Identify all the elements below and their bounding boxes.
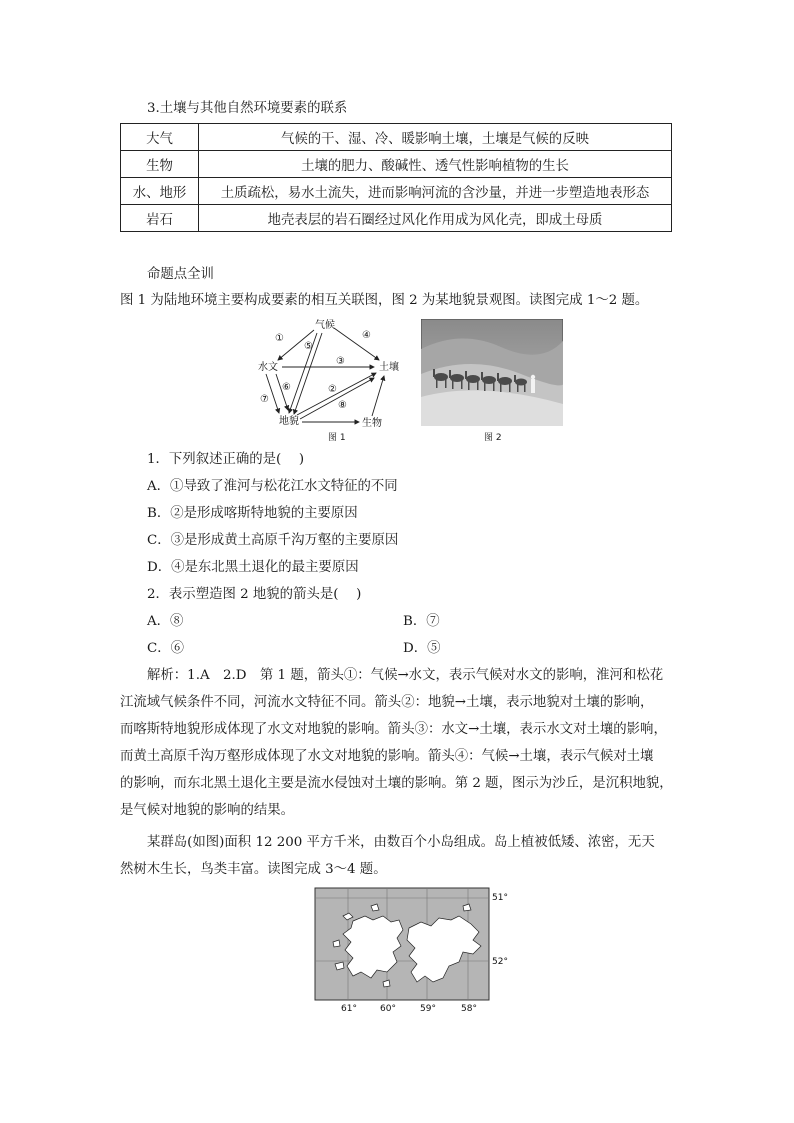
question-2-option-c: C．⑥ <box>147 641 185 656</box>
table-cell-value: 土壤的肥力、酸碱性、透气性影响植物的生长 <box>199 151 672 178</box>
practice-title: 命题点全训 <box>147 267 214 282</box>
table-cell-key: 生物 <box>121 151 199 178</box>
table-cell-key: 岩石 <box>121 205 199 232</box>
label-arrow-2: ② <box>328 384 337 395</box>
question-1-option-a: A．①导致了淮河与松花江水文特征的不同 <box>147 479 398 494</box>
analysis-line: 的影响，而东北黑土退化主要是流水侵蚀对土壤的影响。第 2 题，图示为沙丘，是沉积地貌， <box>120 776 673 791</box>
table-cell-value: 土质疏松，易水土流失，进而影响河流的含沙量，并进一步塑造地表形态 <box>199 178 672 205</box>
node-hydro: 水文 <box>258 362 278 373</box>
table-cell-key: 水、地形 <box>121 178 199 205</box>
figure-1-caption: 图 1 <box>328 433 346 443</box>
arrow-8 <box>300 378 374 419</box>
question-1-option-d: D．④是东北黑土退化的最主要原因 <box>147 560 359 575</box>
question-2-option-b: B．⑦ <box>403 614 440 629</box>
table-row <box>121 151 672 178</box>
island-intro-line: 然树木生长，鸟类丰富。读图完成 3～4 题。 <box>120 862 387 877</box>
island-map <box>313 886 513 1014</box>
lat-label-51: 51° <box>492 893 508 903</box>
lon-label-58: 58° <box>461 1004 477 1014</box>
label-arrow-4: ④ <box>362 330 371 341</box>
label-arrow-7: ⑦ <box>260 394 269 405</box>
analysis-line: 而黄土高原千沟万壑形成体现了水文对地貌的影响。箭头④：气候→土壤，表示气候对土壤 <box>120 749 654 764</box>
table-cell-value: 地壳表层的岩石圈经过风化作用成为风化壳，即成土母质 <box>199 205 672 232</box>
question-2-option-a: A．⑧ <box>147 614 184 629</box>
label-arrow-8: ⑧ <box>338 400 347 411</box>
node-soil: 土壤 <box>379 362 399 373</box>
table-row <box>121 124 672 151</box>
table-cell-value: 气候的干、湿、冷、暖影响土壤，土壤是气候的反映 <box>199 124 672 151</box>
question-1-option-b: B．②是形成喀斯特地貌的主要原因 <box>147 506 358 521</box>
lon-label-61: 61° <box>341 1004 357 1014</box>
question-1-stem: 1．下列叙述正确的是( ) <box>147 452 305 467</box>
lon-label-59: 59° <box>420 1004 436 1014</box>
relationship-table <box>120 123 672 232</box>
node-bio: 生物 <box>362 418 382 429</box>
figure-2-caption: 图 2 <box>484 433 502 443</box>
node-climate: 气候 <box>315 320 335 331</box>
island-intro-line: 某群岛(如图)面积 12 200 平方千米，由数百个小岛组成。岛上植被低矮、浓密，无天 <box>147 835 655 850</box>
node-land: 地貌 <box>279 416 299 427</box>
label-arrow-1: ① <box>275 333 284 344</box>
lon-label-60: 60° <box>380 1004 396 1014</box>
lat-label-52: 52° <box>492 957 508 967</box>
table-cell-key: 大气 <box>121 124 199 151</box>
table-row <box>121 205 672 232</box>
label-arrow-6: ⑥ <box>282 382 291 393</box>
analysis-line: 而喀斯特地貌形成体现了水文对地貌的影响。箭头③：水文→土壤，表示水文对土壤的影响， <box>120 722 667 737</box>
analysis-line: 江流域气候条件不同，河流水文特征不同。箭头②：地貌→土壤，表示地貌对土壤的影响， <box>120 695 654 710</box>
question-1-option-c: C．③是形成黄土高原千沟万壑的主要原因 <box>147 533 399 548</box>
question-2-option-d: D．⑤ <box>403 641 441 656</box>
practice-intro: 图 1 为陆地环境主要构成要素的相互关联图，图 2 为某地貌景观图。读图完成 1～2 题。 <box>120 293 649 308</box>
label-arrow-3: ③ <box>336 356 345 367</box>
question-2-stem: 2．表示塑造图 2 地貌的箭头是( ) <box>147 587 362 602</box>
analysis-line: 是气候对地貌的影响的结果。 <box>120 803 295 818</box>
label-arrow-5: ⑤ <box>304 341 313 352</box>
table-row <box>121 178 672 205</box>
section-heading: 3.土壤与其他自然环境要素的联系 <box>147 101 348 116</box>
figure-2-photo <box>421 319 563 426</box>
analysis-line: 解析：1.A 2.D 第 1 题，箭头①：气候→水文，表示气候对水文的影响，淮河和松花 <box>147 668 664 683</box>
arrow-bio-soil <box>372 376 384 416</box>
person-figure <box>531 379 535 393</box>
figure-1-diagram <box>252 318 412 436</box>
